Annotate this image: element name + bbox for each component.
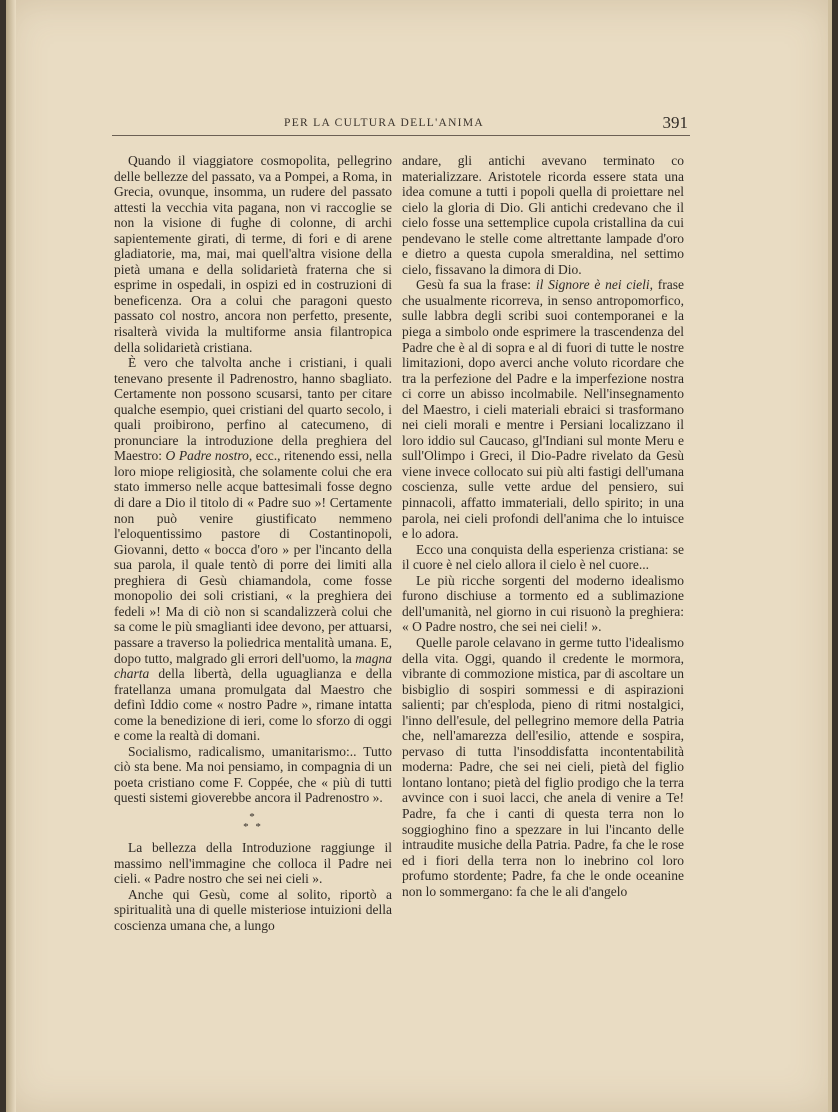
paragraph: andare, gli antichi avevano terminato co materializzare. Aristotele ricorda essere stata una idea comune a tutti i popoli quella di proiettare nel cielo la gloria di Dio. Gli antichi credevano che il cielo fosse una settemplice cupola cristallina da cui pendevano le stelle come altrettante lampade d'oro e dietro a questa cupola smeraldina, nel settimo cielo, fissavano la dimora di Dio. xyxy=(402,153,684,277)
paragraph: Quelle parole celavano in germe tutto l'idealismo della vita. Oggi, quando il credente le mormora, vibrante di commozione mistica, par di ascoltare un bisbiglio di sospiri sommessi e di aspirazioni salienti; par ch'esploda, pieno di ritmi nostalgici, l'inno dell'esule, del pellegrino memore della Patria che, nell'amarezza dell'esilio, attende e sospira, pervaso di tutta l'insoddisfatta incontentabilità moderna: Padre, che sei nei cieli, pietà del figlio lontano lontano; pietà del figlio prodigo che la terra avvince con i suoi lacci, che anela di venire a Te! Padre, fa che i canti di questa terra non lo soggioghino fino a spezzare in lui l'incanto delle intraudite musiche della Patria. Padre, fa che le rose ed i fiori della terra non lo inebrino col loro profumo stordente; Padre, fa che le onde oceanine non lo sommergano: fa che le ali d'angelo xyxy=(402,634,684,899)
paragraph: Socialismo, radicalismo, umanitarismo:.. Tutto ciò sta bene. Ma noi pensiamo, in compagnia di un poeta cristiano come F. Coppée, che « più di tutti questi sistemi gioverebbe ancora il Padrenostro ». xyxy=(114,743,392,806)
paragraph: La bellezza della Introduzione raggiunge il massimo nell'immagine che colloca il Padre nei cieli. « Padre nostro che sei nei cieli ». xyxy=(114,839,392,887)
text-run: della libertà, della uguaglianza e della fratellanza umana promulgata dal Maestro che definì Iddio come « nostro Padre », rimane intatta come la benedizione di ieri, come lo sforzo di oggi e come la realtà di domani. xyxy=(114,666,392,744)
text-run: È vero che talvolta anche i cristiani, i quali tenevano presente il Padrenostro, hanno sbagliato. Certamente non possono scusarsi, tanto per citare qualche esempio, quei cristiani del quarto secolo, i quali proibirono, perfino al catecumeno, di pronunciare la introduzione della preghiera del Maestro: xyxy=(114,355,392,464)
section-break-asterism xyxy=(114,812,392,832)
paragraph: Le più ricche sorgenti del moderno idealismo furono dischiuse a tormento ed a sublimazione dell'umanità, nel giorno in cui risuonò la preghiera: « O Padre nostro, che sei nei cieli! ». xyxy=(402,572,684,635)
asterism-top: * xyxy=(249,810,257,823)
italic-term: magna charta xyxy=(114,650,392,682)
page-spine-shadow xyxy=(6,0,16,1112)
text-run: , frase che usualmente ricorreva, in senso antropomorfico, sulle labbra degli scribi suoi contemporanei e la piega a simbolo onde esprimere la trascendenza del Padre che è al di sopra e al di fuori di tutte le nostre limitazioni, dopo averci anche voluto ricordare che tra la perfezione del Padre e la imperfezione nostra ci corre un abisso incolmabile. Nell'insegnamento del Maestro, i cieli materiali ebraici si trasformano nei cieli morali e mentre i Persiani localizzano il loro iddio sul Caucaso, gl'Indiani sul monte Meru e sull'Olimpo i Greci, il Dio-Padre rivelato da Gesù viene invece collocato sui più alti fastigi dell'umana coscienza, sulle vette ardue del pensiero, sui pinnacoli, affatto immateriali, dello spirito; in una parola, nei cieli profondi dell'anima che lo intuisce e lo adora. xyxy=(402,277,685,542)
page-number: 391 xyxy=(662,113,688,132)
paragraph: Ecco una conquista della esperienza cristiana: se il cuore è nel cielo allora il cielo è nel cuore... xyxy=(402,541,684,573)
text-run: Gesù fa sua la frase: xyxy=(416,277,536,293)
text-run: , ecc., ritenendo essi, nella loro miope religiosità, che solamente colui che era stato immerso nelle acque battesimali fosse degno di dare a Dio il titolo di « Padre suo »! Certamente non può venire giustificato nemmeno l'eloquentissimo pastore di Costantinopoli, Giovanni, detto « bocca d'oro » per l'incanto della sua parola, il quale tentò di porre dei limiti alla preghiera di Gesù chiamandola, come fosse monopolio dei soli cristiani, « la preghiera dei fedeli »! Ma di ciò non si scandalizzerà colui che sa come le più smaglianti idee devono, per attuarsi, passare a traverso la poliedrica mentalità umana. E, dopo tutto, malgrado gli errori dell'uomo, la xyxy=(114,448,392,666)
left-column xyxy=(114,153,392,933)
paragraph: Anche qui Gesù, come al solito, riportò a spiritualità una di quelle misteriose intuizioni della coscienza umana che, a lungo xyxy=(114,886,392,933)
paragraph xyxy=(402,277,684,541)
page-edge xyxy=(828,0,832,1112)
paragraph: Quando il viaggiatore cosmopolita, pellegrino delle bellezze del passato, va a Pompei, a Roma, in Grecia, ovunque, insomma, un rudere del passato attesti la vecchia vita pagana, non vi raccoglie se non la visione di fughe di colonne, di archi sapientemente girati, di terme, di fori e di arene gladiatorie, ma, mai, mai quell'altra visione della pietà umana e della solidarietà fraterna che si esprime in ospedali, in ospizi ed in costruzioni di beneficenza. Ora a colui che paragoni questo passato col nostro, ancora non perfetto, presente, risalterà vivida la multiforme ansia filantropica della solidarietà cristiana. xyxy=(114,153,392,355)
asterism-bottom: * * xyxy=(243,820,263,833)
right-column xyxy=(402,153,684,899)
paragraph xyxy=(114,355,392,744)
italic-title: O Padre nostro xyxy=(165,448,249,464)
running-header xyxy=(112,113,690,136)
book-page xyxy=(6,0,832,1112)
italic-quote: il Signore è nei cieli xyxy=(535,277,650,293)
running-title: PER LA CULTURA DELL'ANIMA xyxy=(284,117,484,129)
